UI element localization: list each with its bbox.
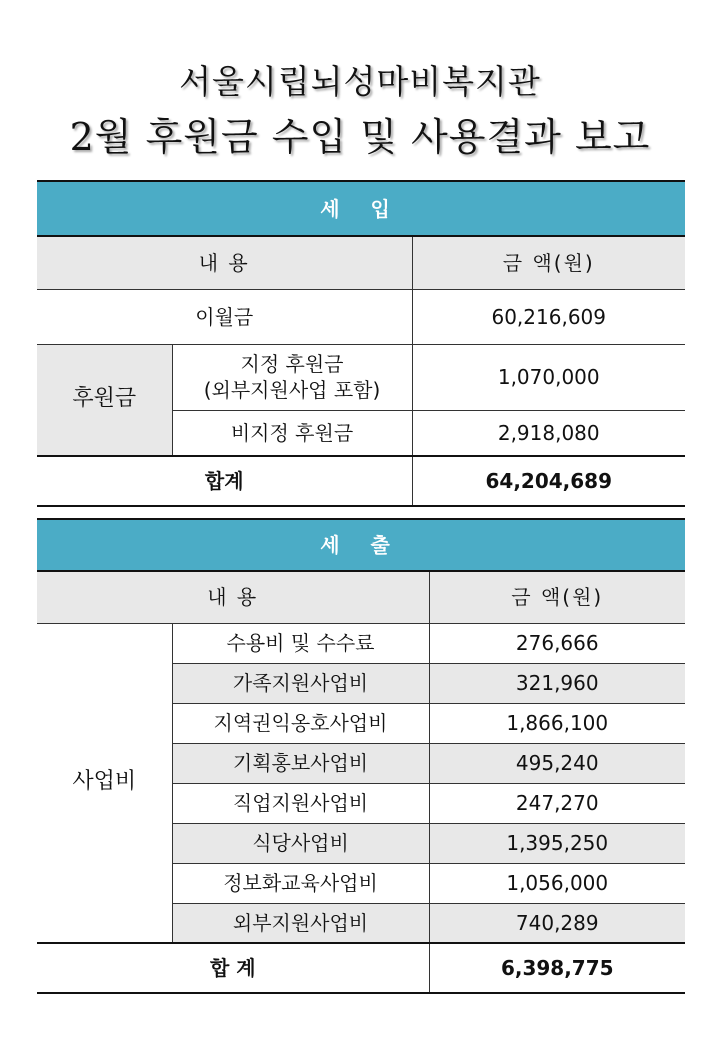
expense-total-label: 합 계 <box>37 943 429 993</box>
expense-item-label: 수용비 및 수수료 <box>172 623 429 663</box>
business-expense-category: 사업비 <box>37 623 172 943</box>
income-header: 세 입 <box>37 181 685 236</box>
expense-item-label: 직업지원사업비 <box>172 783 429 823</box>
expense-item-amount: 1,395,250 <box>429 823 685 863</box>
income-col-content: 내 용 <box>37 236 412 289</box>
expense-total-amount: 6,398,775 <box>429 943 685 993</box>
expense-item-label: 식당사업비 <box>172 823 429 863</box>
expense-header: 세 출 <box>37 519 685 571</box>
report-title: 2월 후원금 수입 및 사용결과 보고 <box>69 115 651 159</box>
designated-label-line2: (외부지원사업 포함) <box>203 378 381 402</box>
income-total-label: 합계 <box>37 456 412 506</box>
donation-category: 후원금 <box>37 344 172 456</box>
expense-item-amount: 321,960 <box>429 663 685 703</box>
expense-item-label: 정보화교육사업비 <box>172 863 429 903</box>
expense-table <box>37 518 685 994</box>
expense-item-label: 외부지원사업비 <box>172 903 429 943</box>
income-total-amount: 64,204,689 <box>412 456 685 506</box>
income-table <box>37 180 685 507</box>
expense-col-content: 내 용 <box>37 571 429 623</box>
expense-item-amount: 247,270 <box>429 783 685 823</box>
income-col-amount: 금 액(원) <box>412 236 685 289</box>
expense-item-label: 기획홍보사업비 <box>172 743 429 783</box>
designated-donation-amount: 1,070,000 <box>412 344 685 410</box>
expense-item-amount: 1,866,100 <box>429 703 685 743</box>
carryover-label: 이월금 <box>37 289 412 344</box>
expense-item-amount: 276,666 <box>429 623 685 663</box>
expense-item-amount: 1,056,000 <box>429 863 685 903</box>
expense-item-amount: 740,289 <box>429 903 685 943</box>
designated-donation-label <box>172 344 412 410</box>
designated-label-line1: 지정 후원금 <box>240 352 344 376</box>
expense-col-amount: 금 액(원) <box>429 571 685 623</box>
carryover-amount: 60,216,609 <box>412 289 685 344</box>
expense-item-amount: 495,240 <box>429 743 685 783</box>
undesignated-donation-label: 비지정 후원금 <box>172 410 412 456</box>
report-org-title: 서울시립뇌성마비복지관 <box>179 62 541 101</box>
undesignated-donation-amount: 2,918,080 <box>412 410 685 456</box>
expense-item-label: 지역권익옹호사업비 <box>172 703 429 743</box>
expense-item-label: 가족지원사업비 <box>172 663 429 703</box>
